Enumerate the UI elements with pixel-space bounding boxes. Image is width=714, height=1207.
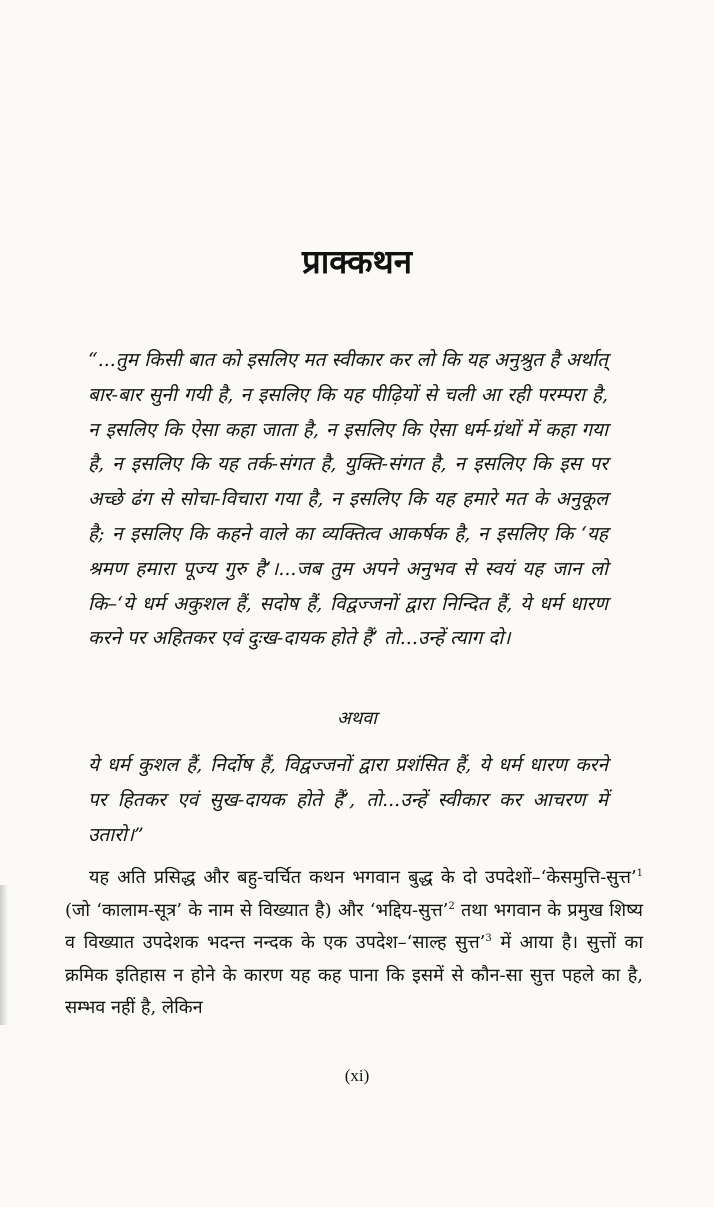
- quote-paragraph-2: ये धर्म कुशल हैं, निर्दोष हैं, विद्वज्जनों द्वारा प्रशंसित हैं, ये धर्म धारण करने पर हितकर एवं सुख-दायक होते हैं’, तो...उन्हें स्वीकार कर आचरण में उतारो।”: [88, 754, 608, 846]
- page-title: प्राक्कथन: [301, 242, 413, 281]
- body-text-part-4: में आया है। सुत्तों का क्रमिक इतिहास न होने के कारण यह कह पाना कि इसमें से कौन-सा सुत्त पहले का है, सम्भव नहीं है, लेकिन: [65, 932, 643, 1018]
- quote-paragraph-1: “...तुम किसी बात को इसलिए मत स्वीकार कर लो कि यह अनुश्रुत है अर्थात् बार-बार सुनी गयी है, न इसलिए कि यह पीढ़ियों से चली आ रही परम्परा है, न इसलिए कि ऐसा कहा जाता है, न इसलिए कि ऐसा धर्म-ग्रंथों में कहा गया है, न इसलिए कि यह तर्क-संगत है, युक्ति-संगत है, न इसलिए कि इस पर अच्छे ढंग से सोचा-विचारा गया है, न इसलिए कि यह हमारे मत के अनुकूल है; न इसलिए कि कहने वाले का व्यक्तित्व आकर्षक है, न इसलिए कि ‘यह श्रमण हमारा पूज्य गुरु है’।...जब तुम अपने अनुभव से स्वयं यह जान लो कि–‘ये धर्म अकुशल हैं, सदोष हैं, विद्वज्जनों द्वारा निन्दित हैं, ये धर्म धारण करने पर अहितकर एवं दुःख-दायक होते हैं’ तो...उन्हें त्याग दो।: [88, 349, 608, 650]
- body-paragraph: [65, 862, 643, 1025]
- separator-athava: अथवा: [337, 708, 377, 729]
- page-number: (xi): [344, 1066, 370, 1085]
- body-text-part-1: यह अति प्रसिद्ध और बहु-चर्चित कथन भगवान बुद्ध के दो उपदेशों–‘केसमुत्ति-सुत्त’: [89, 867, 637, 888]
- body-text-part-3: तथा भगवान के प्रमुख शिष्य व विख्यात उपदेशक भदन्त नन्दक के एक उपदेश–‘साल्ह सुत्त’: [65, 899, 643, 953]
- scan-shadow: [0, 885, 8, 1025]
- footnote-marker-3: 3: [485, 933, 492, 944]
- footnote-marker-2: 2: [448, 900, 455, 912]
- footnote-marker-1: 1: [636, 868, 643, 879]
- body-text-part-2: (जो ‘कालाम-सूत्र’ के नाम से विख्यात है) और ‘भद्दिय-सुत्त’: [65, 899, 449, 921]
